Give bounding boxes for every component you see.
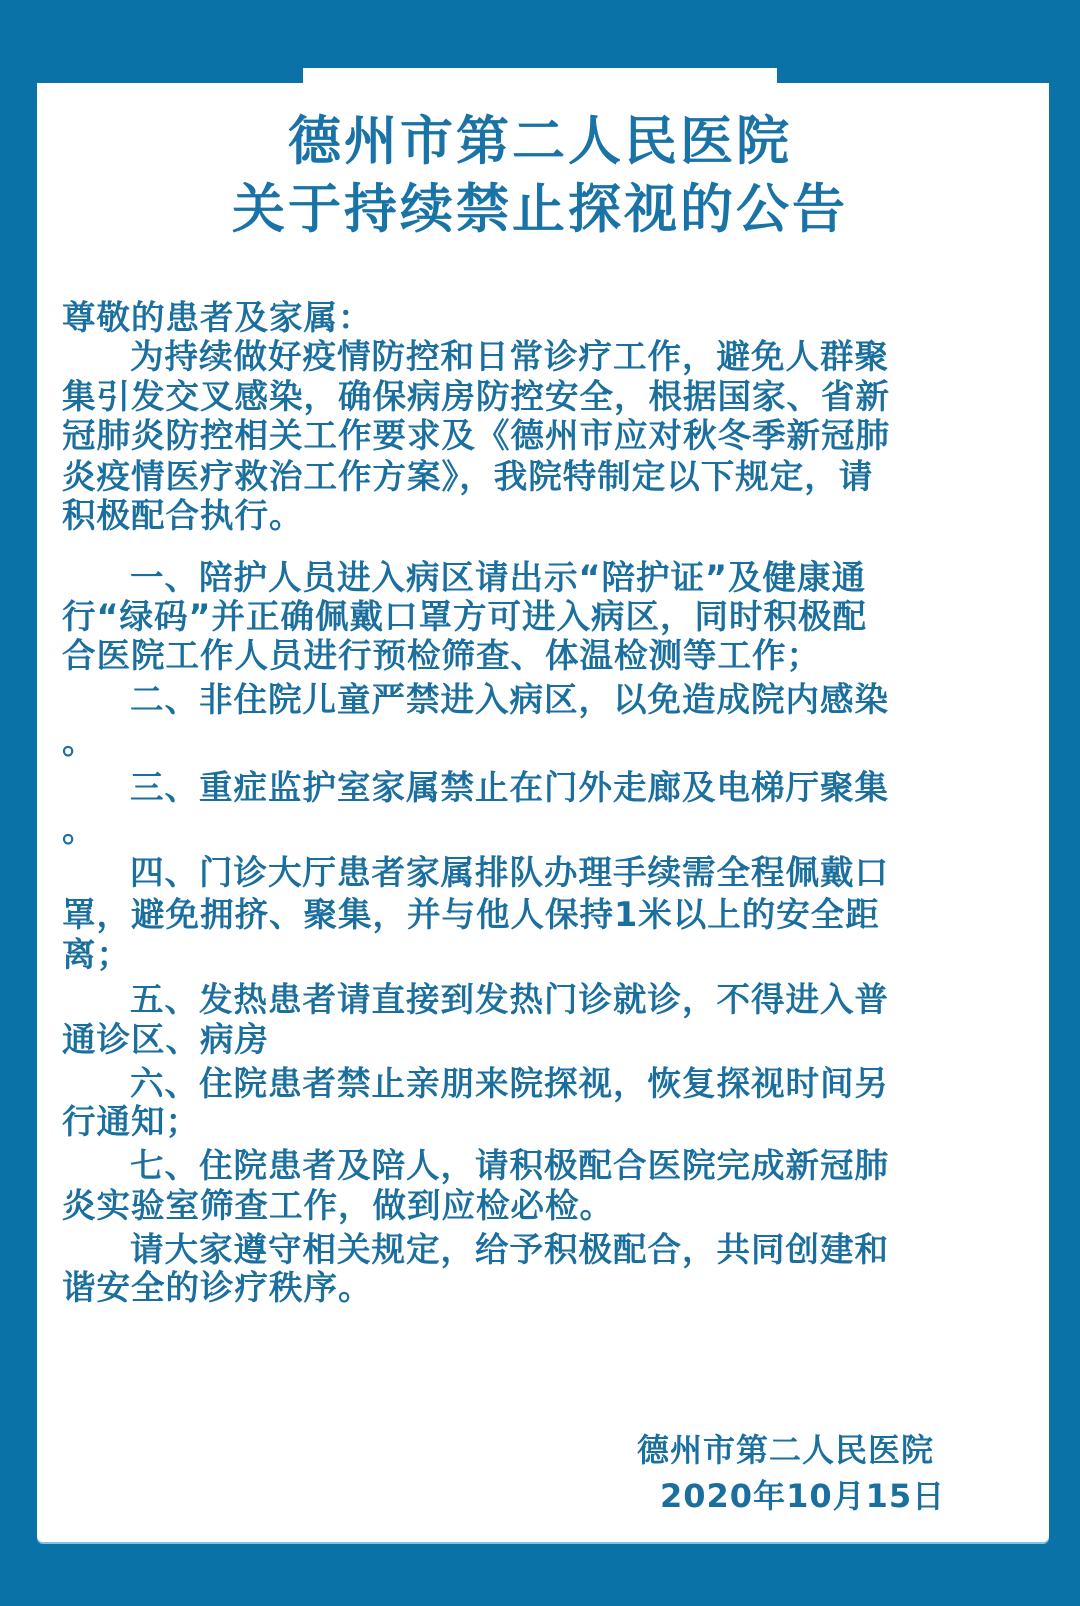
salutation: 尊敬的患者及家属： [62,298,373,337]
closing-line-cont: 谐安全的诊疗秩序。 [62,1268,373,1307]
rule-2: 二、非住院儿童严禁进入病区，以免造成院内感染 [130,680,889,719]
title-hospital-name: 德州市第二人民医院 [288,111,792,172]
signature-date: 2020年10月15日 [660,1477,946,1515]
closing-line: 请大家遵守相关规定，给予积极配合，共同创建和 [130,1230,889,1269]
signature-org: 德州市第二人民医院 [637,1431,935,1469]
body-line: 冠肺炎防控相关工作要求及《德州市应对秋冬季新冠肺 [62,416,890,455]
rule-7: 七、住院患者及陪人，请积极配合医院完成新冠肺 [130,1146,889,1185]
body-line: 炎疫情医疗救治工作方案》，我院特制定以下规定，请 [62,457,874,496]
rule-2-cont: 。 [62,722,97,761]
rule-1-cont: 合医院工作人员进行预检筛查、体温检测等工作； [62,636,821,675]
rule-6-cont: 行通知； [62,1102,200,1141]
rule-6: 六、住院患者禁止亲朋来院探视，恢复探视时间另 [130,1064,889,1103]
rule-4-cont: 罩，避免拥挤、聚集，并与他人保持1米以上的安全距 [62,895,880,934]
rule-1-cont: 行“绿码”并正确佩戴口罩方可进入病区，同时积极配 [62,597,868,636]
rule-1: 一、陪护人员进入病区请出示“陪护证”及健康通 [130,558,867,597]
title-notice-subject: 关于持续禁止探视的公告 [232,179,848,240]
rule-5: 五、发热患者请直接到发热门诊就诊，不得进入普 [130,980,889,1019]
rule-3: 三、重症监护室家属禁止在门外走廊及电梯厅聚集 [130,768,889,807]
rule-5-cont: 通诊区、病房 [62,1020,269,1059]
rule-4: 四、门诊大厅患者家属排队办理手续需全程佩戴口 [130,853,889,892]
body-line: 积极配合执行。 [62,496,304,535]
rule-7-cont: 炎实验室筛查工作，做到应检必检。 [62,1186,614,1225]
body-line: 为持续做好疫情防控和日常诊疗工作，避免人群聚 [130,337,889,376]
rule-3-cont: 。 [62,810,97,849]
body-line: 集引发交叉感染，确保病房防控安全，根据国家、省新 [62,377,890,416]
rule-4-cont: 离； [62,935,131,974]
